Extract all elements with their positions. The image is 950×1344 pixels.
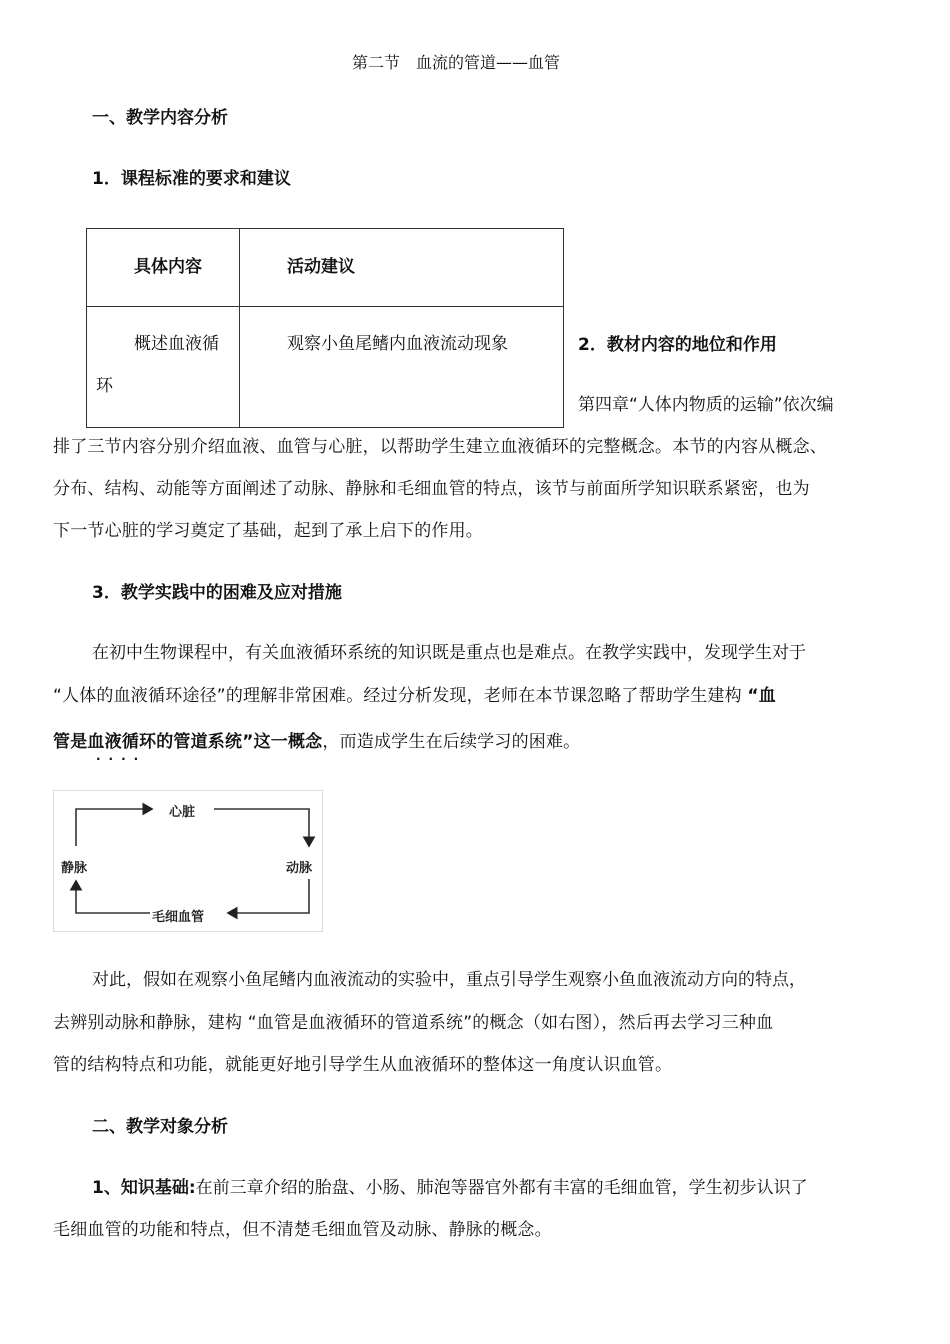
table-header-activity: 活动建议 xyxy=(287,257,355,277)
paragraph-line: 第四章“人体内物质的运输”依次编 xyxy=(578,395,834,415)
subheading-difficulties: 3．教学实践中的困难及应对措施 xyxy=(92,583,342,603)
section-heading-student-analysis: 二、教学对象分析 xyxy=(92,1117,228,1137)
emphasis-text: 管是血液循环的管道系统”这一概念 xyxy=(53,732,323,752)
diagram-label-artery: 动脉 xyxy=(286,861,313,876)
diagram-label-heart: 心脏 xyxy=(169,805,196,820)
table-cell-activity: 观察小鱼尾鳍内血液流动现象 xyxy=(287,334,508,354)
paragraph-line: 对此，假如在观察小鱼尾鳍内血液流动的实验中，重点引导学生观察小鱼血液流动方向的特点， xyxy=(92,970,806,990)
paragraph-line xyxy=(92,1173,808,1198)
paragraph-text: ，而造成学生在后续学习的困难。 xyxy=(322,732,581,752)
table-cell-content-line2: 环 xyxy=(96,376,113,396)
subheading-curriculum-standards: 1．课程标准的要求和建议 xyxy=(92,169,291,189)
table-cell-content-line1: 概述血液循 xyxy=(134,334,219,354)
paragraph-line xyxy=(53,681,776,706)
paragraph-text: “人体的血液循环途径”的理解非常困难。经过分析发现，老师在本节课忽略了帮助学生建构 xyxy=(53,686,748,706)
table-cell xyxy=(87,307,240,428)
standards-table xyxy=(86,228,564,428)
subheading-textbook-role: 2．教材内容的地位和作用 xyxy=(578,335,777,355)
circulation-diagram xyxy=(53,790,323,932)
diagram-label-capillary: 毛细血管 xyxy=(152,910,205,925)
paragraph-line xyxy=(53,727,580,752)
paragraph-line: 去辨别动脉和静脉，建构 “血管是血液循环的管道系统”的概念（如右图），然后再去学习三种血 xyxy=(53,1013,774,1033)
table-header-cell xyxy=(240,229,564,307)
table-header-content: 具体内容 xyxy=(134,257,202,277)
section-heading-content-analysis: 一、教学内容分析 xyxy=(92,108,228,128)
paragraph-line: 排了三节内容分别介绍血液、血管与心脏，以帮助学生建立血液循环的完整概念。本节的内容从概念、 xyxy=(53,437,827,457)
paragraph-line: 在初中生物课程中，有关血液循环系统的知识既是重点也是难点。在教学实践中，发现学生对于 xyxy=(92,643,806,663)
paragraph-line: 毛细血管的功能和特点，但不清楚毛细血管及动脉、静脉的概念。 xyxy=(53,1220,552,1240)
emphasis-dots: ···· xyxy=(96,752,147,766)
diagram-label-vein: 静脉 xyxy=(61,861,88,876)
page-title: 第二节 血流的管道——血管 xyxy=(352,53,561,72)
emphasis-text: “血 xyxy=(747,686,776,706)
paragraph-line: 分布、结构、动能等方面阐述了动脉、静脉和毛细血管的特点，该节与前面所学知识联系紧密，也为 xyxy=(53,479,810,499)
table-header-cell xyxy=(87,229,240,307)
paragraph-line: 下一节心脏的学习奠定了基础，起到了承上启下的作用。 xyxy=(53,521,483,541)
table-cell xyxy=(240,307,564,428)
paragraph-text: 在前三章介绍的胎盘、小肠、肺泡等器官外都有丰富的毛细血管，学生初步认识了 xyxy=(195,1178,808,1198)
item-label: 1、知识基础: xyxy=(92,1178,196,1198)
paragraph-line: 管的结构特点和功能，就能更好地引导学生从血液循环的整体这一角度认识血管。 xyxy=(53,1055,673,1075)
